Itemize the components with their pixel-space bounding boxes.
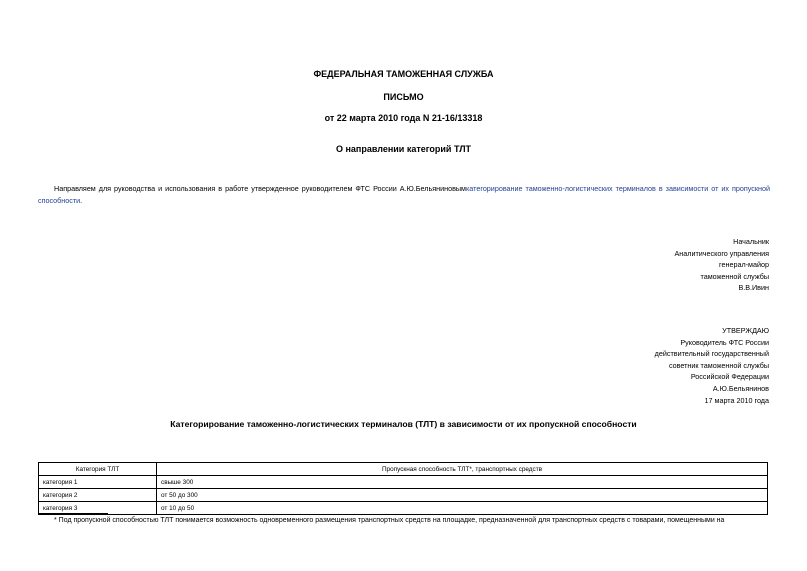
approval-line: Руководитель ФТС России [680, 337, 769, 347]
tlt-category-table [38, 462, 768, 515]
approval-line: УТВЕРЖДАЮ [722, 326, 769, 335]
table-header-row [39, 463, 768, 476]
document-type: ПИСЬМО [383, 92, 424, 102]
table-row [39, 502, 768, 515]
body-text: Направляем для руководства и использования в работе утвержденное руководителем ФТС России А.Ю.Бельяниновым [54, 184, 466, 193]
table-cell: категория 3 [39, 502, 157, 515]
table-cell: категория 2 [39, 489, 157, 502]
table-cell: категория 1 [39, 476, 157, 489]
section-title: Категорирование таможенно-логистических терминалов (ТЛТ) в зависимости от их пропускной способности [170, 419, 637, 429]
footnote-divider [38, 513, 108, 514]
table-cell: свыше 300 [157, 476, 768, 489]
categorization-link[interactable]: категорирование таможенно-логистических терминалов в зависимости от их пропускной способности [38, 184, 770, 205]
signature-line: В.В.Ивин [738, 283, 769, 293]
body-paragraph [38, 183, 770, 207]
signature-line: таможенной службы [700, 271, 769, 281]
signature-line: Аналитического управления [674, 248, 769, 258]
footnote: * Под пропускной способностью ТЛТ понимается возможность одновременного размещения транспортных средств на площадке, предназначенной для транспортных средств с товарами, помещенными на [54, 517, 725, 524]
table-row [39, 476, 768, 489]
document-date-number: от 22 марта 2010 года N 21-16/13318 [324, 113, 483, 123]
approval-line: действительный государственный [654, 349, 769, 359]
table-cell: от 10 до 50 [157, 502, 768, 515]
table-cell: от 50 до 300 [157, 489, 768, 502]
signature-line: Начальник [733, 237, 769, 246]
agency-title: ФЕДЕРАЛЬНАЯ ТАМОЖЕННАЯ СЛУЖБА [313, 69, 494, 79]
document-subject: О направлении категорий ТЛТ [335, 144, 472, 154]
table-header-cell: Категория ТЛТ [39, 463, 157, 476]
table-row [39, 489, 768, 502]
approval-block [655, 325, 769, 406]
approval-line: советник таможенной службы [668, 360, 769, 370]
approval-line: Российской Федерации [690, 372, 769, 382]
table-header-cell: Пропускная способность ТЛТ*, транспортных средств [157, 463, 768, 476]
signature-block [675, 236, 770, 294]
body-text-end: . [80, 196, 83, 205]
approval-line: 17 марта 2010 года [704, 395, 769, 405]
approval-line: А.Ю.Бельянинов [712, 383, 769, 393]
signature-line: генерал-майор [719, 260, 769, 270]
